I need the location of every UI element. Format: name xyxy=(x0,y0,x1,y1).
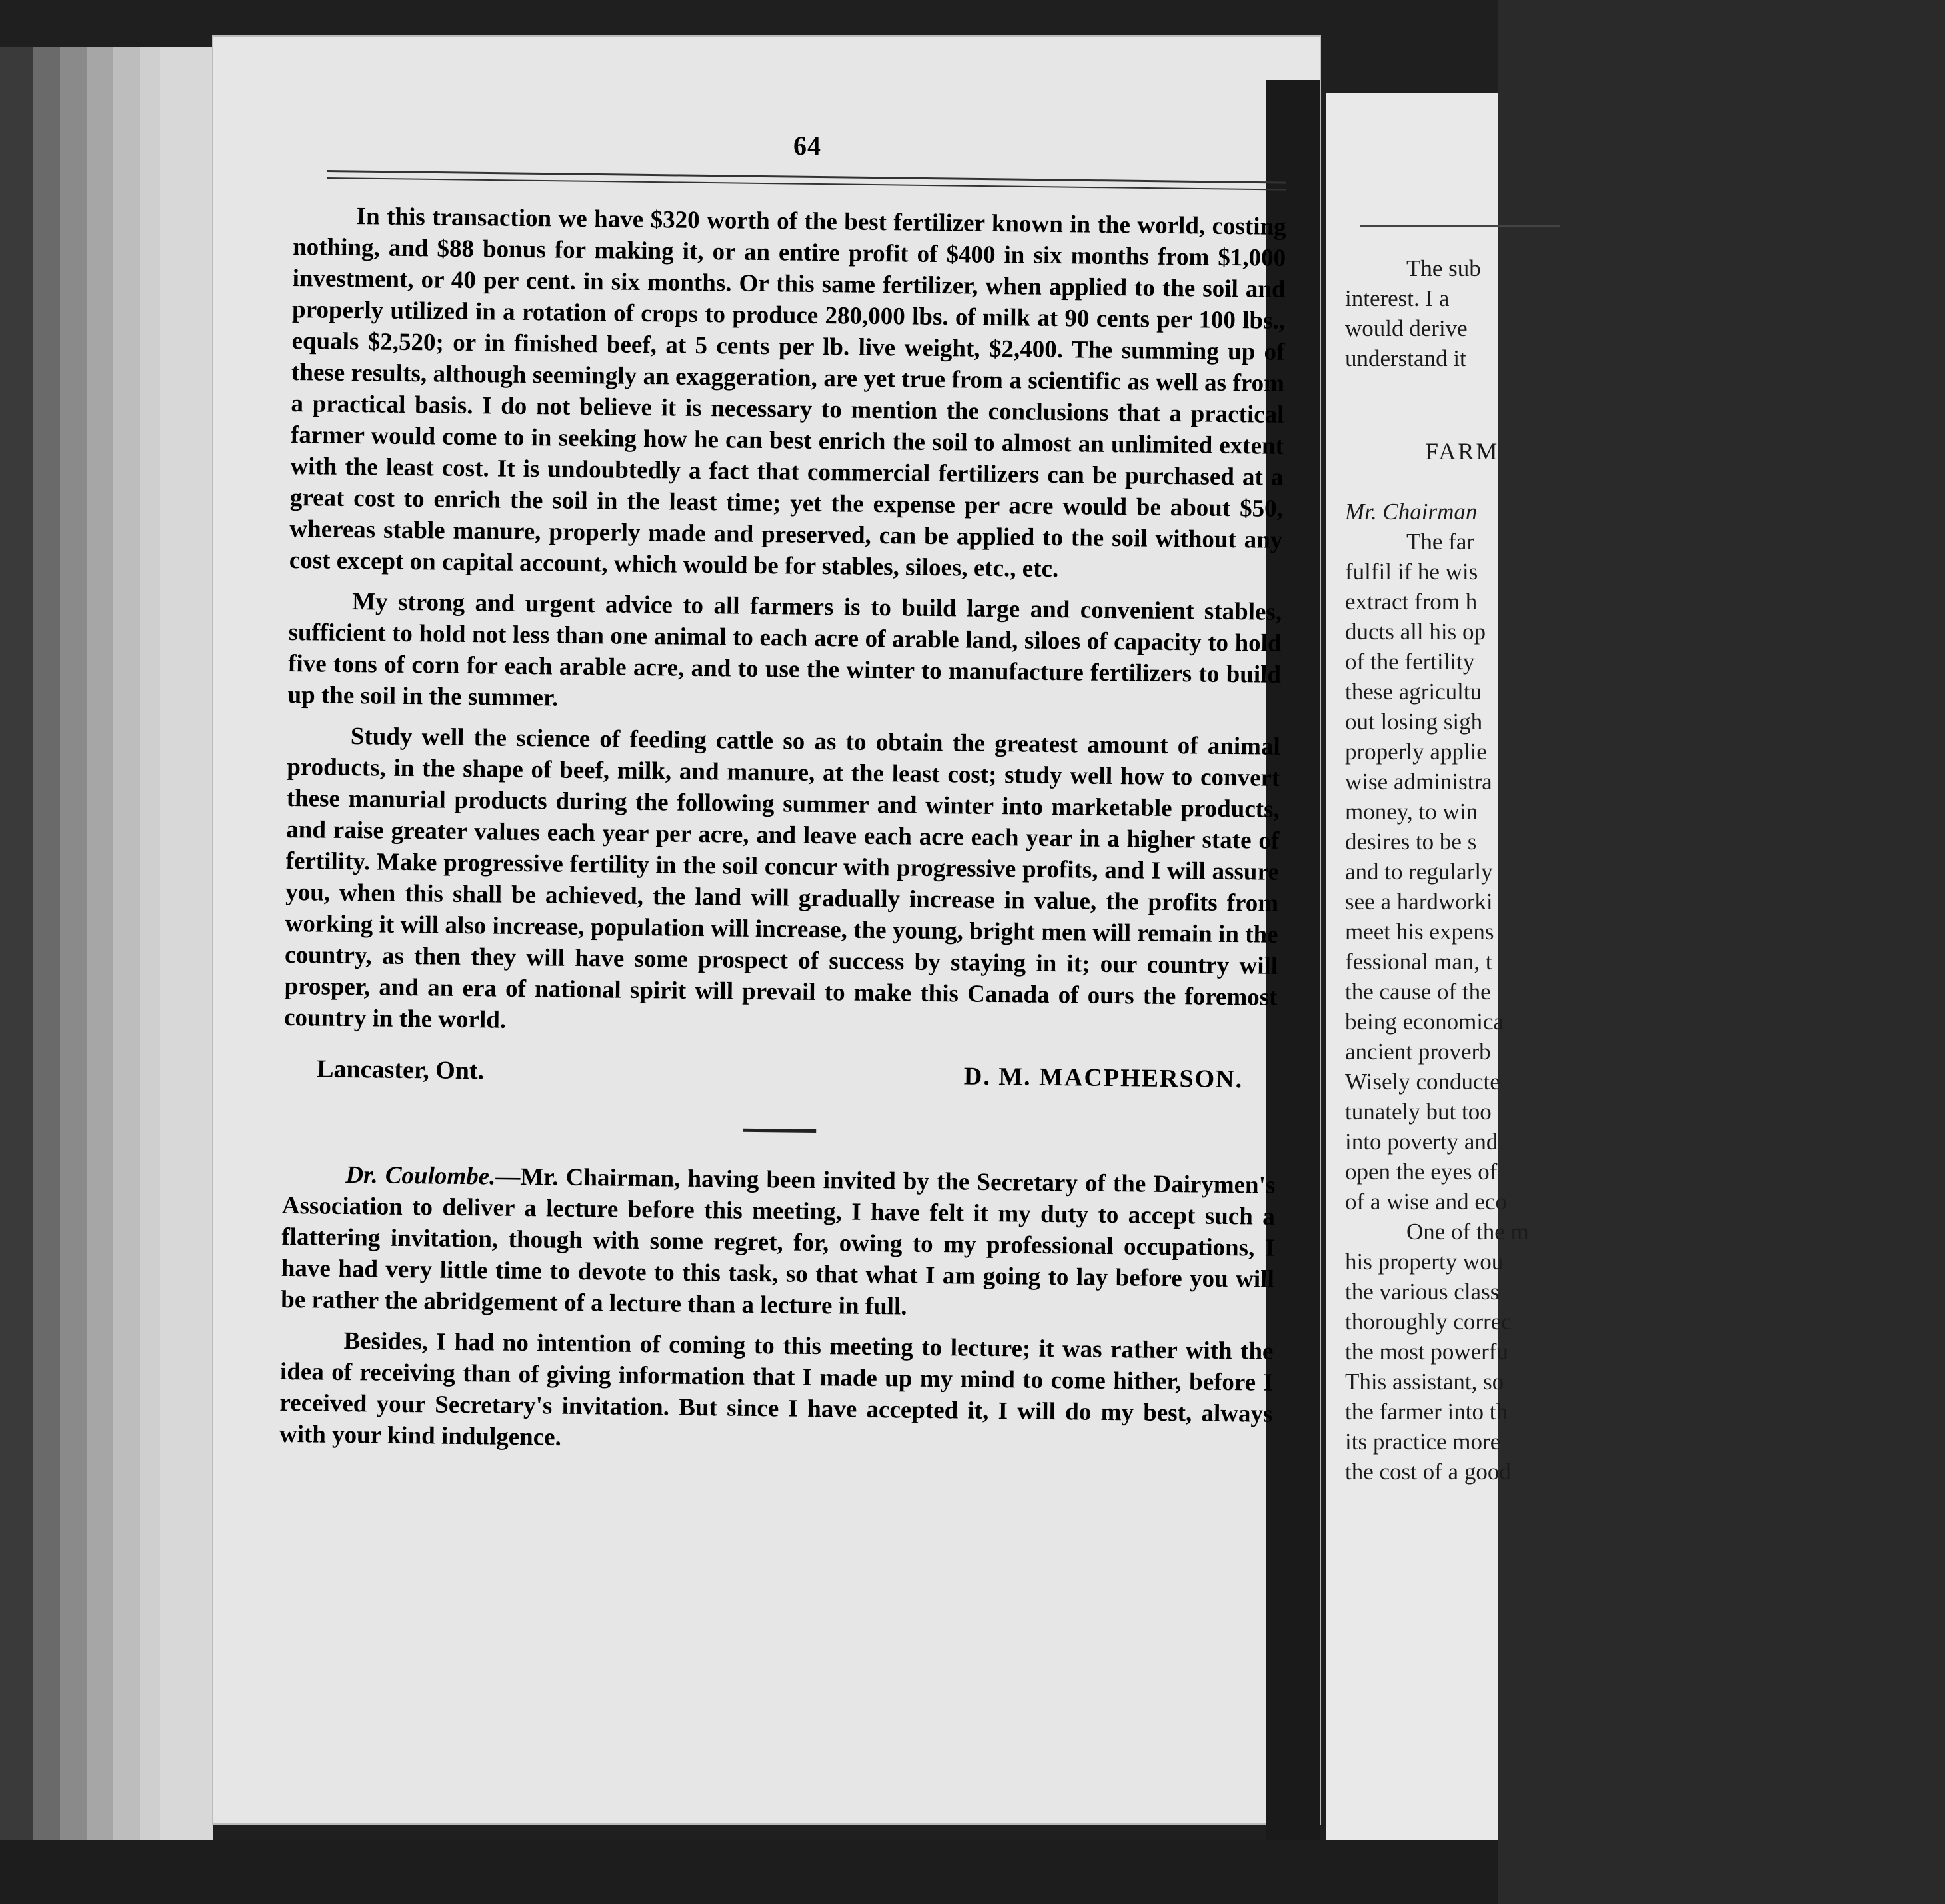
text-line: out losing sigh xyxy=(1345,709,1483,735)
text-line: This assistant, so xyxy=(1345,1369,1504,1395)
text-line: would derive xyxy=(1345,315,1468,341)
text-line: of a wise and eco xyxy=(1345,1189,1507,1215)
text-line: desires to be s xyxy=(1345,829,1477,855)
text-line: its practice more xyxy=(1345,1429,1501,1455)
text-line: Wisely conducte xyxy=(1345,1069,1500,1095)
text-line: of the fertility xyxy=(1345,649,1475,675)
scan-background xyxy=(0,1840,1498,1904)
section-divider xyxy=(743,1129,816,1133)
book-edge xyxy=(113,47,140,1847)
text-line: the farmer into th xyxy=(1345,1399,1508,1425)
text-line: fessional man, t xyxy=(1345,949,1492,975)
text-line: the cause of the xyxy=(1345,979,1491,1005)
signature-place: Lancaster, Ont. xyxy=(316,1055,485,1085)
book-edge xyxy=(0,47,33,1847)
text-line: extract from h xyxy=(1345,589,1478,615)
text-line: the cost of a good xyxy=(1345,1459,1511,1485)
signature-line xyxy=(283,1053,1276,1096)
text-line: his property wou xyxy=(1345,1249,1504,1275)
text-line: into poverty and xyxy=(1345,1129,1498,1155)
book-edge xyxy=(87,47,113,1847)
text-line: understand it xyxy=(1345,345,1466,371)
text-line: meet his expens xyxy=(1345,919,1494,945)
paragraph: My strong and urgent advice to all farmers is to build large and convenient stables, sufficient to hold not less than one animal to each acre of arable land, siloes of capacity to hold five tons of corn for each arable acre, and to use the winter to manufacture fertilizers to build up the soil in the summer. xyxy=(287,588,1282,712)
text-line: the various class xyxy=(1345,1279,1500,1305)
main-text-block xyxy=(279,200,1286,1471)
text-line: fulfil if he wis xyxy=(1345,559,1478,585)
signature-name: D. M. MACPHERSON. xyxy=(963,1062,1244,1094)
speech-paragraph xyxy=(281,1159,1276,1327)
book-edge xyxy=(160,47,213,1847)
text-line: ancient proverb xyxy=(1345,1039,1491,1065)
text-line: these agricultu xyxy=(1345,679,1482,705)
text-line: tunately but too xyxy=(1345,1099,1492,1125)
section-heading: FARM xyxy=(1425,438,1500,465)
header-rule xyxy=(1360,225,1560,227)
speaker-line: Mr. Chairman xyxy=(1345,499,1478,525)
text-line: properly applie xyxy=(1345,739,1487,765)
text-line: money, to win xyxy=(1345,799,1478,825)
speaker-name: Dr. Coulombe. xyxy=(345,1161,496,1191)
text-line: ducts all his op xyxy=(1345,619,1486,645)
speech-text: —Mr. Chairman, having been invited by the Secretary of the Dairymen's Association to deliver a lecture before this meeting, I have felt it my duty to accept such a flattering invitation, though with some regret, for, owing to my professional occupations, I have had very little time to devote to this task, so that what I am going to lay before you will be rather the abridgement of a lecture than a lecture in full. xyxy=(281,1163,1276,1321)
paragraph: In this transaction we have $320 worth of the best fertilizer known in the world, costing nothing, and $88 bonus for making it, or an entire profit of $400 in six months from $1,000 investment, or 40 per cent. in six months. Or this same fertilizer, when applied to the soil and properly utilized in a rotation of crops to produce 280,000 lbs. of milk at 90 cents per 100 lbs., equals $2,520; or in finished beef, at 5 cents per lb. live weight, $2,400. The summing up of these results, although seemingly an exaggeration, are yet true from a scientific as well as from a practical basis. I do not believe it is necessary to mention the conclusions that a practical farmer would come to in seeking how he can best enrich the soil to almost an unlimited extent with the least cost. It is undoubtedly a fact that commercial fertilizers can be purchased at a great cost to enrich the soil in the least time; yet the expense per acre would be about $50, whereas stable manure, properly made and preserved, can be applied to the soil without any cost except on capital account, which would be for stables, siloes, etc., etc. xyxy=(289,203,1286,583)
book-edge xyxy=(140,47,160,1847)
right-page-text xyxy=(1345,253,1945,1487)
page-number: 64 xyxy=(793,131,821,161)
text-line: see a hardworki xyxy=(1345,889,1493,915)
spacer xyxy=(1345,373,1945,437)
right-page-fragment xyxy=(1326,93,1529,1840)
text-line: wise administra xyxy=(1345,769,1492,795)
text-line: the most powerfu xyxy=(1345,1339,1508,1365)
text-line: interest. I a xyxy=(1345,285,1450,311)
text-line: thoroughly correc xyxy=(1345,1309,1512,1335)
book-edge xyxy=(33,47,60,1847)
text-line: being economica xyxy=(1345,1009,1504,1035)
text-line: and to regularly xyxy=(1345,859,1493,885)
text-line: The far xyxy=(1406,529,1475,555)
book-edge xyxy=(60,47,87,1847)
text-line: One of the m xyxy=(1406,1219,1529,1245)
paragraph: Study well the science of feeding cattle so as to obtain the greatest amount of animal products, in the shape of beef, milk, and manure, at the least cost; study well how to convert these manurial products during the following summer and winter into marketable products, and raise greater values each year per acre, and leave each acre each year in a higher state of fertility. Make progressive fertility in the soil concur with progressive profits, and I will assure you, when this shall be achieved, the land will gradually increase in value, the profits from working it will also increase, population will increase, the young, bright men will remain in the country, as then they will have some prospect of success by staying in it; our country will prosper, and an era of national spirit will prevail to make this Canada of ours the foremost country in the world. xyxy=(283,723,1281,1034)
text-line: The sub xyxy=(1406,255,1481,281)
speech-paragraph: Besides, I had no intention of coming to this meeting to lecture; it was rather with the idea of receiving than of giving information that I made up my mind to come hither, before I received your Secretary's invitation. But since I have accepted it, I will do my best, always with your kind indulgence. xyxy=(279,1327,1274,1451)
text-line: open the eyes of xyxy=(1345,1159,1498,1185)
